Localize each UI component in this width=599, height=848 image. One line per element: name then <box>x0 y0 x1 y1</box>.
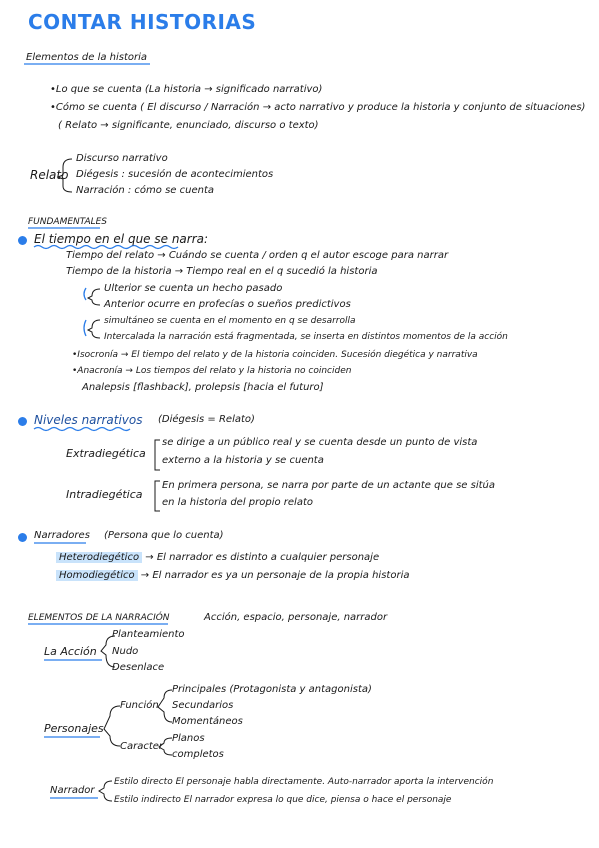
caracter-item-1: Planos <box>172 733 205 744</box>
bullet-icon <box>18 417 27 426</box>
caracter-item-2: completos <box>172 749 224 760</box>
niveles-note: (Diégesis = Relato) <box>158 414 255 425</box>
personajes-label: Personajes <box>44 722 104 735</box>
analepsis: Analepsis [flashback], prolepsis [hacia el futuro] <box>82 382 324 393</box>
section-heading-elementos-narracion: ELEMENTOS DE LA NARRACIÓN <box>28 613 170 623</box>
page-title: CONTAR HISTORIAS <box>28 10 257 34</box>
intradiegetica-label: Intradiegética <box>66 488 143 501</box>
tiempo-relato: Tiempo del relato → Cuándo se cuenta / orden q el autor escoge para narrar <box>66 250 449 261</box>
intercalada: Intercalada la narración está fragmentada, se inserta en distintos momentos de la acción <box>104 332 508 342</box>
relato-item-1: Discurso narrativo <box>76 153 168 164</box>
accion-item-1: Planteamiento <box>112 629 185 640</box>
anacronia: •Anacronía → Los tiempos del relato y la historia no coinciden <box>72 366 352 376</box>
intradiegetica-line-2: en la historia del propio relato <box>162 497 313 508</box>
ulterior: Ulterior se cuenta un hecho pasado <box>104 283 283 294</box>
accion-item-2: Nudo <box>112 646 139 657</box>
section-heading-elementos: Elementos de la historia <box>26 52 148 63</box>
relato-item-3: Narración : cómo se cuenta <box>76 185 214 196</box>
homodiegetico-row <box>56 570 409 581</box>
relato-definition: ( Relato → significante, enunciado, discurso o texto) <box>58 120 319 131</box>
tiempo-heading: El tiempo en el que se narra: <box>34 232 209 246</box>
caracter-label: Caracter <box>120 741 164 752</box>
tiempo-historia: Tiempo de la historia → Tiempo real en el q sucedió la historia <box>66 266 378 277</box>
narradores-heading: Narradores <box>34 530 90 541</box>
narrador-label: Narrador <box>50 785 95 796</box>
bullet-icon <box>18 533 27 542</box>
estilo-directo: Estilo directo El personaje habla directamente. Auto-narrador aporta la intervención <box>114 777 494 787</box>
bullet-icon <box>18 236 27 245</box>
homodiegetico-label: Homodiegético <box>56 570 138 581</box>
intradiegetica-line-1: En primera persona, se narra por parte de un actante que se sitúa <box>162 480 496 491</box>
funcion-item-1: Principales (Protagonista y antagonista) <box>172 684 372 695</box>
extradiegetica-label: Extradiegética <box>66 447 146 460</box>
elementos-narracion-list: Acción, espacio, personaje, narrador <box>204 612 388 623</box>
accion-item-3: Desenlace <box>112 662 165 673</box>
extradiegetica-line-2: externo a la historia y se cuenta <box>162 455 324 466</box>
bullet-lo-que-se-cuenta: •Lo que se cuenta (La historia → significado narrativo) <box>50 84 323 95</box>
anterior: Anterior ocurre en profecías o sueños predictivos <box>104 299 351 310</box>
narradores-note: (Persona que lo cuenta) <box>104 530 224 541</box>
extradiegetica-line-1: se dirige a un público real y se cuenta desde un punto de vista <box>162 437 478 448</box>
simultaneo: simultáneo se cuenta en el momento en q se desarrolla <box>104 316 356 326</box>
relato-label: Relato <box>30 168 69 182</box>
heterodiegetico-text: → El narrador es distinto a cualquier personaje <box>145 552 380 563</box>
homodiegetico-text: → El narrador es ya un personaje de la propia historia <box>140 570 410 581</box>
funcion-item-3: Momentáneos <box>172 716 243 727</box>
funcion-item-2: Secundarios <box>172 700 234 711</box>
bullet-como-se-cuenta: •Cómo se cuenta ( El discurso / Narración → acto narrativo y produce la historia y conjunto de situaciones) <box>50 102 586 113</box>
estilo-indirecto: Estilo indirecto El narrador expresa lo que dice, piensa o hace el personaje <box>114 795 452 805</box>
isocronia: •Isocronía → El tiempo del relato y de la historia coinciden. Sucesión diegética y narrativa <box>72 350 478 360</box>
section-heading-fundamentales: FUNDAMENTALES <box>28 217 108 227</box>
niveles-heading: Niveles narrativos <box>34 413 143 427</box>
accion-label: La Acción <box>44 645 97 658</box>
heterodiegetico-row <box>56 552 379 563</box>
heterodiegetico-label: Heterodiegético <box>56 552 142 563</box>
funcion-label: Función <box>120 700 159 711</box>
relato-item-2: Diégesis : sucesión de acontecimientos <box>76 169 274 180</box>
